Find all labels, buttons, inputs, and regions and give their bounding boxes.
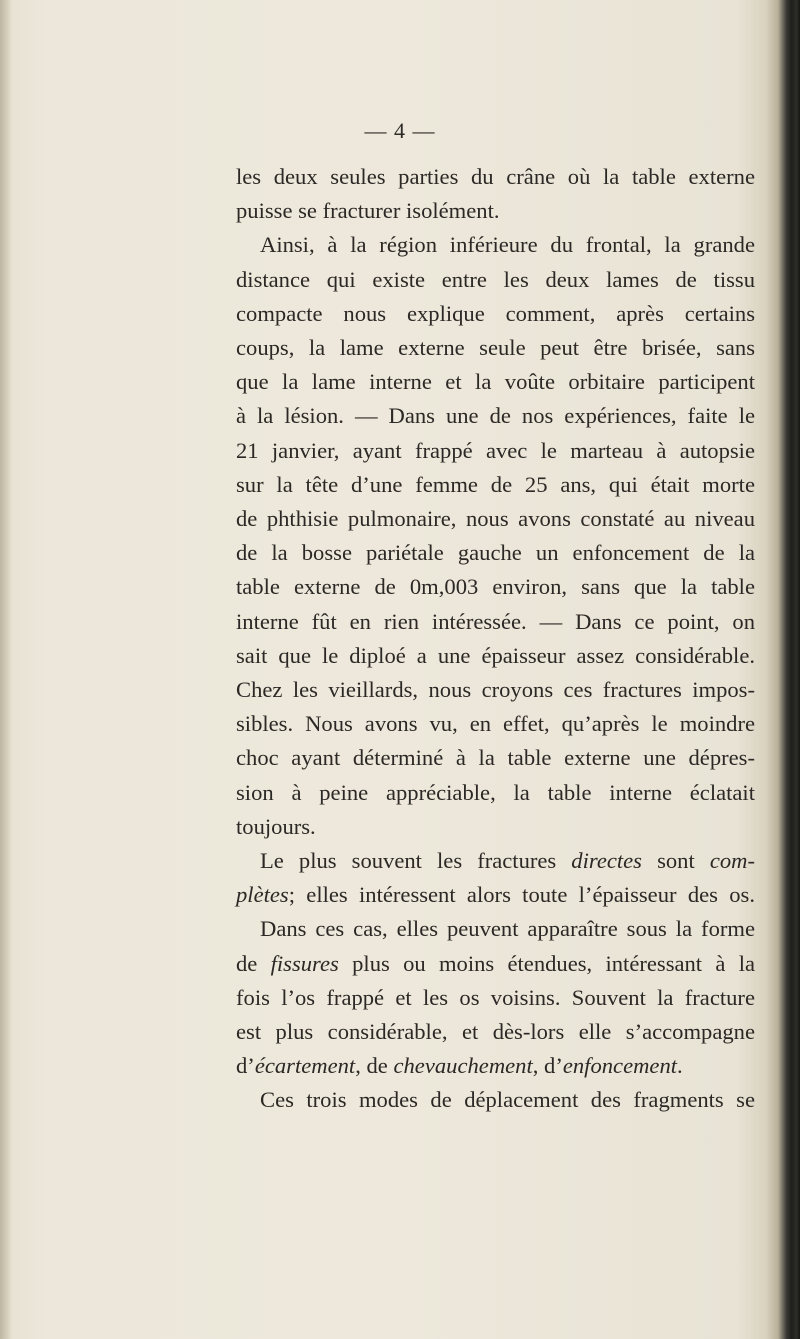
italic-term: chevauchement xyxy=(393,1053,533,1079)
text-line xyxy=(236,844,755,878)
italic-term: directes xyxy=(571,848,642,874)
text-run: , d’ xyxy=(532,1053,563,1079)
text-line: Ces trois modes de déplacement des fragments se xyxy=(260,1087,755,1113)
text-run: ; elles intéressent alors toute l’épaisseur des os. xyxy=(288,882,755,908)
text-run: de xyxy=(236,950,271,976)
page-number: — 4 — xyxy=(364,118,436,143)
text-line xyxy=(236,1049,755,1083)
text-line: 21 janvier, ayant frappé avec le marteau à autopsie xyxy=(236,437,755,463)
page-left-edge xyxy=(0,0,12,1339)
text-line: fois l’os frappé et les os voisins. Souvent la fracture xyxy=(236,984,755,1010)
italic-term: écartement xyxy=(254,1053,356,1079)
text-line xyxy=(236,947,755,981)
text-line: sibles. Nous avons vu, en effet, qu’après le moindre xyxy=(236,711,755,737)
text-line: Chez les vieillards, nous croyons ces fractures impos- xyxy=(236,677,755,703)
italic-term: enfoncement xyxy=(562,1053,678,1079)
body-text xyxy=(236,160,755,1118)
text-run: plus ou moins étendues, intéressant à la xyxy=(338,950,755,976)
text-line: choc ayant déterminé à la table externe une dépres- xyxy=(236,745,755,771)
text-line: sion à peine appréciable, la table interne éclatait xyxy=(236,779,755,805)
text-line: puisse se fracturer isolément. xyxy=(236,198,500,224)
text-line: de la bosse pariétale gauche un enfoncement de la xyxy=(236,540,755,566)
text-line: Dans ces cas, elles peuvent apparaître sous la forme xyxy=(260,916,755,942)
text-line: toujours. xyxy=(236,813,316,839)
italic-term: plètes xyxy=(236,882,289,908)
text-run: d’ xyxy=(236,1053,255,1079)
text-line: distance qui existe entre les deux lames de tissu xyxy=(236,266,755,292)
text-line: que la lame interne et la voûte orbitaire participent xyxy=(236,369,755,395)
text-line: table externe de 0m,003 environ, sans que la table xyxy=(236,574,755,600)
text-line: est plus considérable, et dès-lors elle s’accompagne xyxy=(236,1019,755,1045)
text-line: interne fût en rien intéressée. — Dans ce point, on xyxy=(236,608,755,634)
italic-term: com- xyxy=(709,848,755,874)
text-run: sont xyxy=(641,848,710,874)
text-line: à la lésion. — Dans une de nos expériences, faite le xyxy=(236,403,755,429)
text-run: , de xyxy=(355,1053,394,1079)
text-line: de phthisie pulmonaire, nous avons constaté au niveau xyxy=(236,506,755,532)
text-line xyxy=(236,878,755,912)
text-line: compacte nous explique comment, après certains xyxy=(236,300,755,326)
text-line: Ainsi, à la région inférieure du frontal, la grande xyxy=(260,232,755,258)
text-run: Le plus souvent les fractures xyxy=(260,848,572,874)
text-line: les deux seules parties du crâne où la table externe xyxy=(236,164,755,189)
text-line: sur la tête d’une femme de 25 ans, qui était morte xyxy=(236,471,755,497)
text-run: . xyxy=(677,1053,683,1079)
book-spine-shadow xyxy=(766,0,800,1339)
italic-term: fissures xyxy=(270,950,339,976)
text-line: sait que le diploé a une épaisseur assez considérable. xyxy=(236,642,755,668)
text-line: coups, la lame externe seule peut être brisée, sans xyxy=(236,335,755,361)
